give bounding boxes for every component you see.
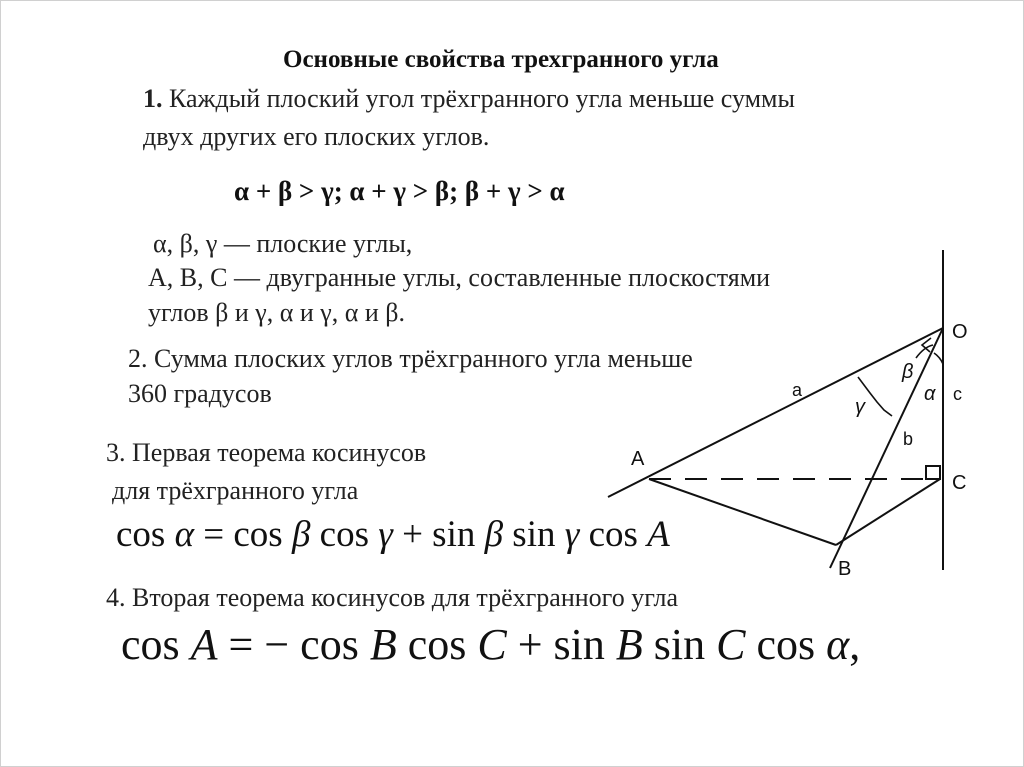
definition-dihedral-angles-cont: углов β и γ, α и γ, α и β.	[148, 298, 406, 327]
property-3-line-2: для трёхгранного угла	[112, 476, 359, 505]
property-3-line-1: 3. Первая теорема косинусов	[106, 438, 427, 467]
property-2-line-1: 2. Сумма плоских углов трёхгранного угла меньше	[128, 344, 693, 373]
definition-plane-angles: α, β, γ — плоские углы,	[153, 229, 413, 258]
angle-label-gamma: γ	[855, 396, 865, 418]
vertex-label-b: B	[838, 558, 852, 580]
vertex-label-a: A	[631, 448, 645, 470]
edge-label-a: a	[792, 380, 803, 400]
right-angle-mark-c	[926, 466, 940, 479]
angle-label-alpha: α	[924, 383, 936, 405]
vertex-label-o: O	[952, 321, 968, 343]
line-a-to-b	[649, 479, 836, 545]
edge-b-line	[830, 328, 943, 568]
triangle-inequality: α + β > γ; α + γ > β; β + γ > α	[234, 176, 565, 206]
property-2-line-2: 360 градусов	[128, 379, 272, 408]
property-1-line-2: двух других его плоских углов.	[143, 122, 490, 151]
edge-a-line	[608, 328, 943, 497]
property-1-text-1: Каждый плоский угол трёхгранного угла меньше суммы	[169, 84, 795, 113]
property-4-line-1: 4. Вторая теорема косинусов для трёхгранного угла	[106, 583, 679, 612]
angle-arc-alpha	[934, 353, 943, 364]
edge-label-b: b	[903, 429, 914, 449]
definition-dihedral-angles: A, B, C — двугранные углы, составленные плоскостями	[148, 263, 771, 292]
second-cosine-theorem-formula: cos A = − cos B cos C + sin B sin C cos α,	[121, 620, 861, 669]
slide-title: Основные свойства трехгранного угла	[283, 46, 719, 73]
property-1-number: 1.	[143, 84, 163, 113]
edge-label-c: c	[953, 384, 962, 404]
angle-label-beta: β	[902, 361, 914, 383]
first-cosine-theorem-formula: cos α = cos β cos γ + sin β sin γ cos A	[116, 514, 670, 555]
vertex-label-c: C	[952, 472, 967, 494]
line-b-to-c	[836, 479, 940, 545]
